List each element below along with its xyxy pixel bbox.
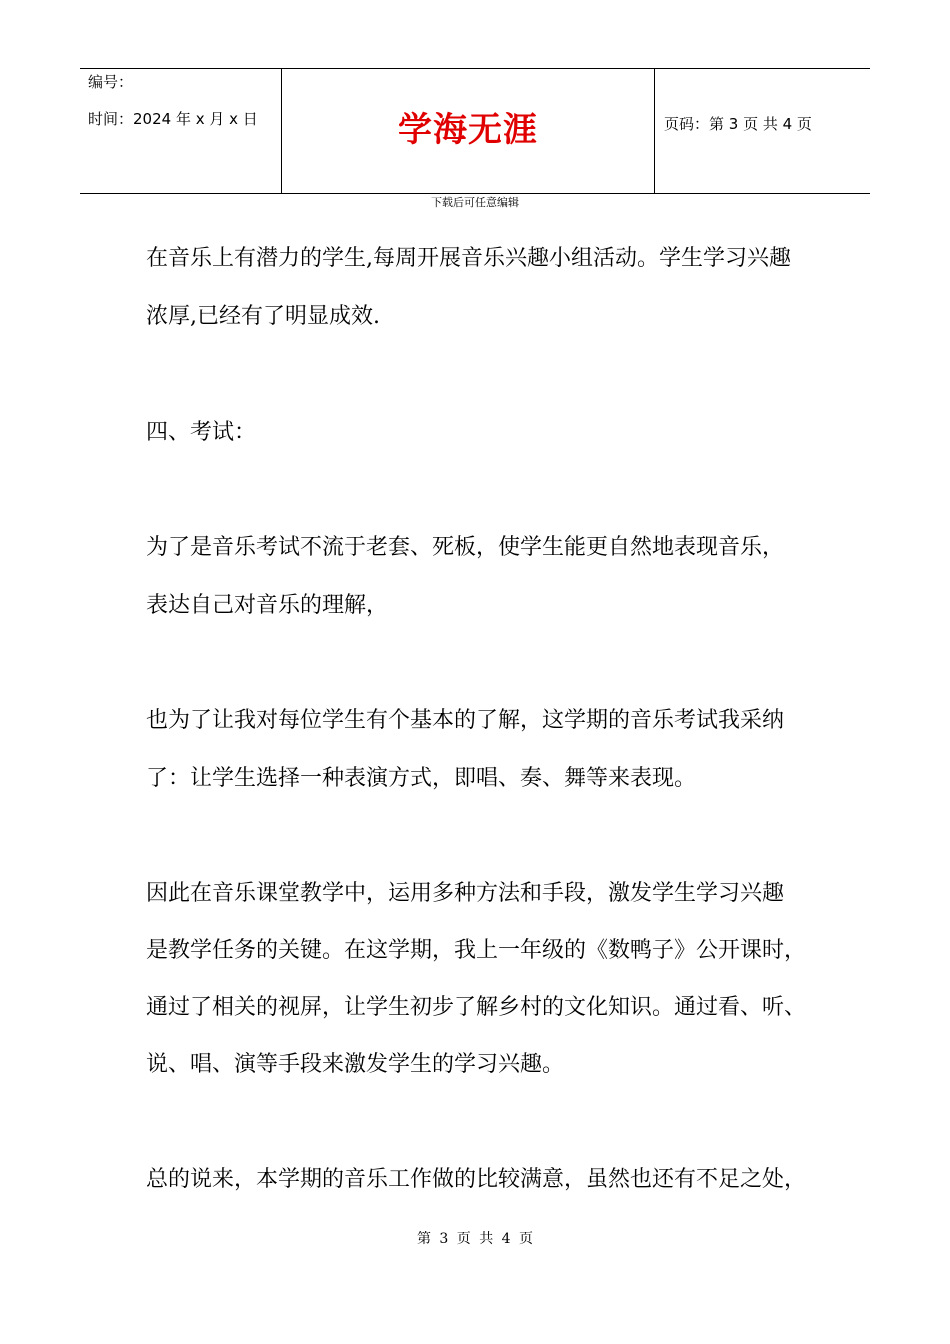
- doc-time-label: 时间：2024 年 x 月 x 日: [88, 110, 258, 128]
- body-line: 浓厚,已经有了明显成效.: [146, 304, 380, 329]
- body-line: 因此在音乐课堂教学中，运用多种方法和手段，激发学生学习兴趣: [146, 881, 785, 906]
- body-line: 了：让学生选择一种表演方式，即唱、奏、舞等来表现。: [146, 766, 697, 791]
- header-top-rule: [80, 68, 870, 69]
- header-divider-right: [654, 68, 655, 194]
- body-line: 通过了相关的视屏，让学生初步了解乡村的文化知识。通过看、听、: [146, 995, 807, 1020]
- page-footer: 第 3 页 共 4 页: [416, 1231, 534, 1247]
- body-line: 为了是音乐考试不流于老套、死板，使学生能更自然地表现音乐，: [146, 535, 785, 560]
- body-line: 在音乐上有潜力的学生,每周开展音乐兴趣小组活动。学生学习兴趣: [146, 246, 791, 271]
- body-line: 是教学任务的关键。在这学期，我上一年级的《数鸭子》公开课时，: [146, 938, 807, 963]
- brand-title: 学海无涯: [398, 110, 538, 150]
- body-line: 也为了让我对每位学生有个基本的了解，这学期的音乐考试我采纳: [146, 708, 785, 733]
- download-note: 下载后可任意编辑: [431, 196, 519, 209]
- section-heading: 四、考试：: [146, 420, 257, 445]
- header-page-label: 页码：第 3 页 共 4 页: [664, 115, 812, 133]
- body-line: 说、唱、演等手段来激发学生的学习兴趣。: [146, 1052, 565, 1077]
- doc-number-label: 编号：: [88, 73, 134, 91]
- body-line: 总的说来，本学期的音乐工作做的比较满意，虽然也还有不足之处，: [146, 1167, 807, 1192]
- body-line: 表达自己对音乐的理解，: [146, 593, 389, 618]
